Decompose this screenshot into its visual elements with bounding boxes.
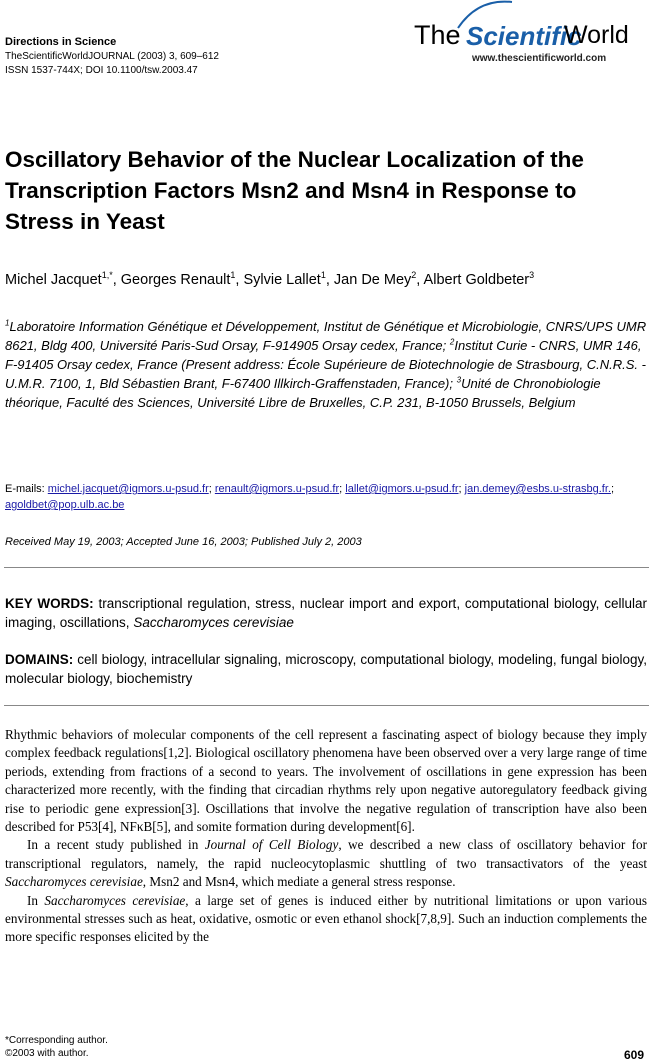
email-link[interactable]: jan.demey@esbs.u-strasbg.fr.	[464, 483, 611, 495]
journal-name: Journal of Cell Biology	[204, 837, 339, 853]
journal-logo	[414, 0, 644, 70]
email-link[interactable]: agoldbet@pop.ulb.ac.be	[5, 499, 125, 511]
text-run: In	[27, 892, 45, 908]
affiliation-2: Institut Curie - CNRS, UMR 146, F-91405 Orsay cedex, France (Present address: École Supérieure de Biotechnologie de Strasbourg, C.N.R.S. - U.M.R. 7100, 1, Bld Sébastien Brant, F-67400 Illkirch-Graffenstaden, France);	[5, 338, 646, 391]
author-name: Jan De Mey	[333, 272, 412, 288]
text-run: , a large set of genes is induced either by nutritional limitations or upon various environmental stresses such as heat, oxidative, osmotic or even ethanol shock[7,8,9]. Such an induction complements the more specific responses elicited by the	[5, 892, 647, 945]
divider	[4, 567, 649, 568]
paragraph	[5, 892, 647, 947]
logo-the: The	[414, 20, 461, 50]
author-sep: ,	[416, 272, 424, 288]
author-sup: 1	[320, 270, 326, 281]
text-run: In a recent study published in	[27, 837, 205, 853]
affiliation-1: Laboratoire Information Génétique et Développement, Institut de Génétique et Microbiologie, CNRS/UPS UMR 8621, Bldg 400, Université Paris-Sud Orsay, F-914905 Orsay cedex, France;	[5, 319, 647, 353]
article-title: Oscillatory Behavior of the Nuclear Localization of the Transcription Factors Msn2 and Msn4 in Response to Stress in Yeast	[5, 147, 584, 234]
affil-sup: 3	[456, 375, 462, 385]
author-sup: 3	[529, 270, 535, 281]
author-name: Albert Goldbeter	[423, 272, 530, 288]
email-link[interactable]: lallet@igmors.u-psud.fr	[345, 483, 459, 495]
affiliations	[5, 317, 647, 412]
author-list	[5, 271, 645, 290]
email-label: E-mails:	[5, 483, 48, 495]
logo-url: www.thescientificworld.com	[472, 53, 607, 64]
author-name: Michel Jacquet	[5, 272, 102, 288]
author-sup: 2	[411, 270, 417, 281]
species-name: Saccharomyces cerevisiae	[5, 874, 143, 890]
corresponding-author-note: *Corresponding author.	[5, 1035, 108, 1046]
email-link[interactable]: michel.jacquet@igmors.u-psud.fr	[47, 483, 209, 495]
series-label: Directions in Science	[5, 36, 117, 48]
author-sup: 1	[230, 270, 236, 281]
keywords	[5, 594, 647, 632]
issn-doi: ISSN 1537-744X; DOI 10.1100/tsw.2003.47	[5, 65, 198, 76]
author-name: Sylvie Lallet	[243, 272, 321, 288]
domains-label: DOMAINS:	[5, 652, 74, 667]
affiliation-3: Unité de Chronobiologie théorique, Faculté des Sciences, Université Libre de Bruxelles, C.P. 231, B-1050 Brussels, Belgium	[5, 376, 601, 410]
paragraph	[5, 836, 647, 891]
author-sep: ,	[235, 272, 244, 288]
text-run: , Msn2 and Msn4, which mediate a general stress response.	[142, 874, 456, 890]
text-run: , we described a new class of oscillatory behavior for transcriptional regulators, namely, the rapid nucleocytoplasmic shuttling of two transactivators of the yeast	[5, 837, 648, 871]
email-list: E-mails: michel.jacquet@igmors.u-psud.fr; renault@igmors.u-psud.fr; lallet@igmors.u-psud.fr; jan.demey@esbs.u-strasbg.fr.; agoldbet@pop.ulb.ac.be	[5, 483, 615, 511]
domains-text: cell biology, intracellular signaling, microscopy, computational biology, modeling, fungal biology, molecular biology, biochemistry	[5, 652, 647, 686]
keywords-text: transcriptional regulation, stress, nuclear import and export, computational biology, cellular imaging, oscillations,	[5, 596, 647, 630]
affil-sup: 1	[5, 318, 10, 328]
domains	[5, 650, 647, 688]
author-sup: 1,*	[101, 270, 113, 281]
page-number: 609	[623, 1048, 644, 1062]
author-sep: ,	[112, 272, 121, 288]
copyright-note: ©2003 with author.	[5, 1048, 89, 1059]
paragraph: Rhythmic behaviors of molecular components of the cell represent a fascinating aspect of biology because they imply complex feedback regulations[1,2]. Biological oscillatory phenomena have been observed over a very large range of time periods, extending from fractions of a second to years. The involvement of oscillations in gene expression has been characterized more recently, with the finding that circadian rhythms rely upon negative autoregulatory feedback giving rise to periodic gene expression[3]. Oscillations that involve the negative regulation of transcription have also been described for P53[4], NFκB[5], and somite formation during development[6].	[5, 727, 647, 835]
logo-scientific: Scientific	[466, 21, 582, 51]
article-body	[5, 726, 647, 947]
author-sep: ,	[325, 272, 334, 288]
keywords-species: Saccharomyces cerevisiae	[133, 615, 294, 630]
journal-citation: TheScientificWorldJOURNAL (2003) 3, 609–612	[5, 51, 219, 62]
email-link[interactable]: renault@igmors.u-psud.fr	[214, 483, 340, 495]
logo-world: World	[564, 21, 629, 49]
author-name: Georges Renault	[120, 272, 231, 288]
publication-dates: Received May 19, 2003; Accepted June 16, 2003; Published July 2, 2003	[5, 536, 362, 548]
species-name: Saccharomyces cerevisiae	[44, 892, 186, 908]
divider	[4, 705, 649, 706]
affil-sup: 2	[449, 337, 455, 347]
keywords-label: KEY WORDS:	[5, 596, 94, 611]
